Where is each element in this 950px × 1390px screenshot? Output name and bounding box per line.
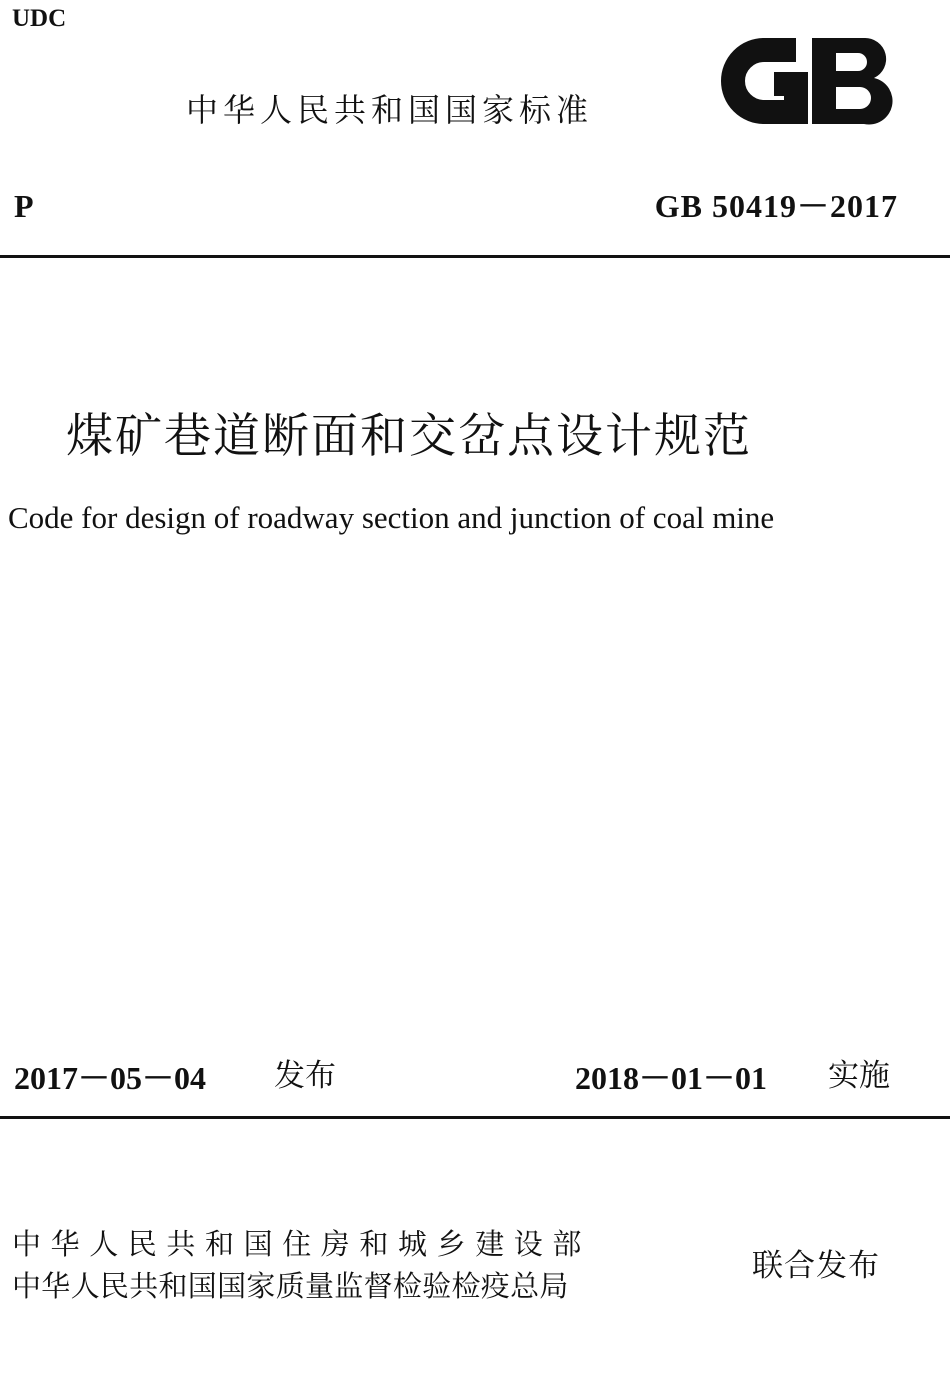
national-standard-heading: 中华人民共和国国家标准: [186, 91, 594, 129]
gb-logo-letter-b: [812, 38, 893, 125]
implementation-label: 实施: [828, 1058, 890, 1094]
gb-logo: [716, 32, 900, 130]
issue-date: 2017－05－04: [14, 1060, 207, 1096]
top-divider: [0, 255, 950, 258]
standard-number: GB 50419－2017: [654, 188, 898, 224]
gb-logo-letter-g: [733, 50, 796, 112]
joint-issue-label: 联合发布: [752, 1248, 880, 1284]
issuer-ministry: 中华人民共和国住房和城乡建设部: [12, 1227, 592, 1261]
issuer-aqsiq: 中华人民共和国国家质量监督检验检疫总局: [12, 1269, 569, 1303]
udc-label: UDC: [12, 5, 67, 32]
bottom-divider: [0, 1116, 950, 1119]
document-title-chinese: 煤矿巷道断面和交岔点设计规范: [66, 409, 752, 464]
classification-code: P: [14, 188, 34, 224]
document-title-english: Code for design of roadway section and junction of coal mine: [8, 500, 775, 535]
issue-label: 发布: [274, 1058, 336, 1094]
implementation-date: 2018－01－01: [575, 1060, 768, 1096]
